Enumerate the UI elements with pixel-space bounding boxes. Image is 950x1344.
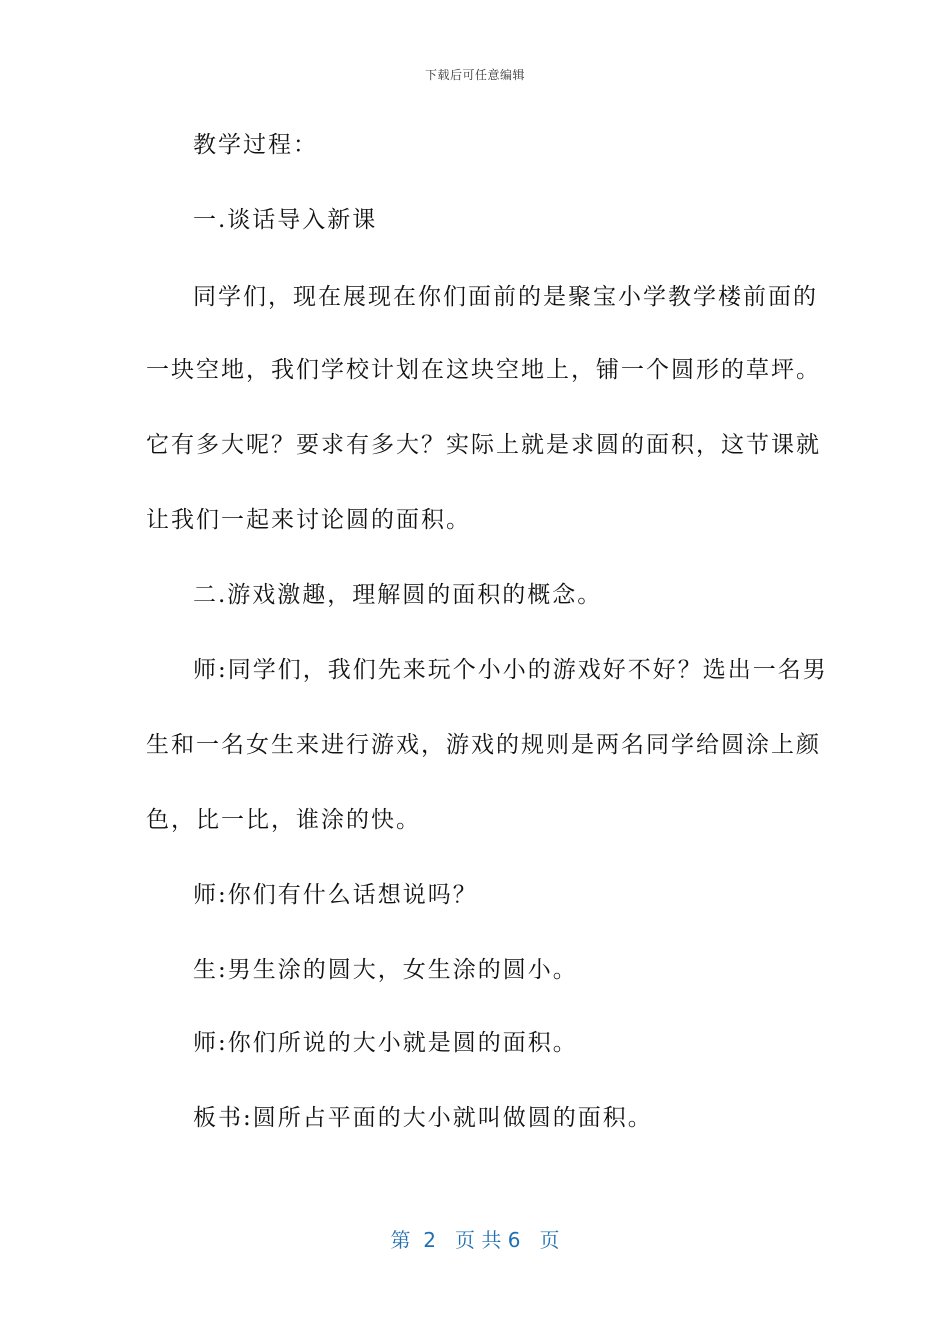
paragraph-line: 它有多大呢？要求有多大？实际上就是求圆的面积，这节课就 [146,432,821,458]
paragraph-line: 生和一名女生来进行游戏，游戏的规则是两名同学给圆涂上颜 [146,732,821,758]
paragraph-line: 一块空地，我们学校计划在这块空地上，铺一个圆形的草坪。 [146,357,821,383]
page-number-footer: 第 2 页 共 6 页 [390,1228,560,1252]
paragraph-line: 同学们，现在展现在你们面前的是聚宝小学教学楼前面的 [193,284,818,310]
header-note: 下载后可任意编辑 [424,68,525,82]
dialogue-line: 师:你们有什么话想说吗？ [193,882,478,908]
section-heading: 一.谈话导入新课 [193,207,378,233]
paragraph-line: 让我们一起来讨论圆的面积。 [146,507,471,533]
section-heading: 二.游戏激趣，理解圆的面积的概念。 [193,582,603,608]
paragraph-line: 教学过程： [193,132,318,158]
blackboard-note: 板书:圆所占平面的大小就叫做圆的面积。 [193,1105,653,1131]
paragraph-line: 师:同学们，我们先来玩个小小的游戏好不好？选出一名男 [193,657,828,683]
paragraph-line: 色，比一比，谁涂的快。 [146,807,421,833]
dialogue-line: 生:男生涂的圆大，女生涂的圆小。 [193,957,578,983]
dialogue-line: 师:你们所说的大小就是圆的面积。 [193,1030,578,1056]
